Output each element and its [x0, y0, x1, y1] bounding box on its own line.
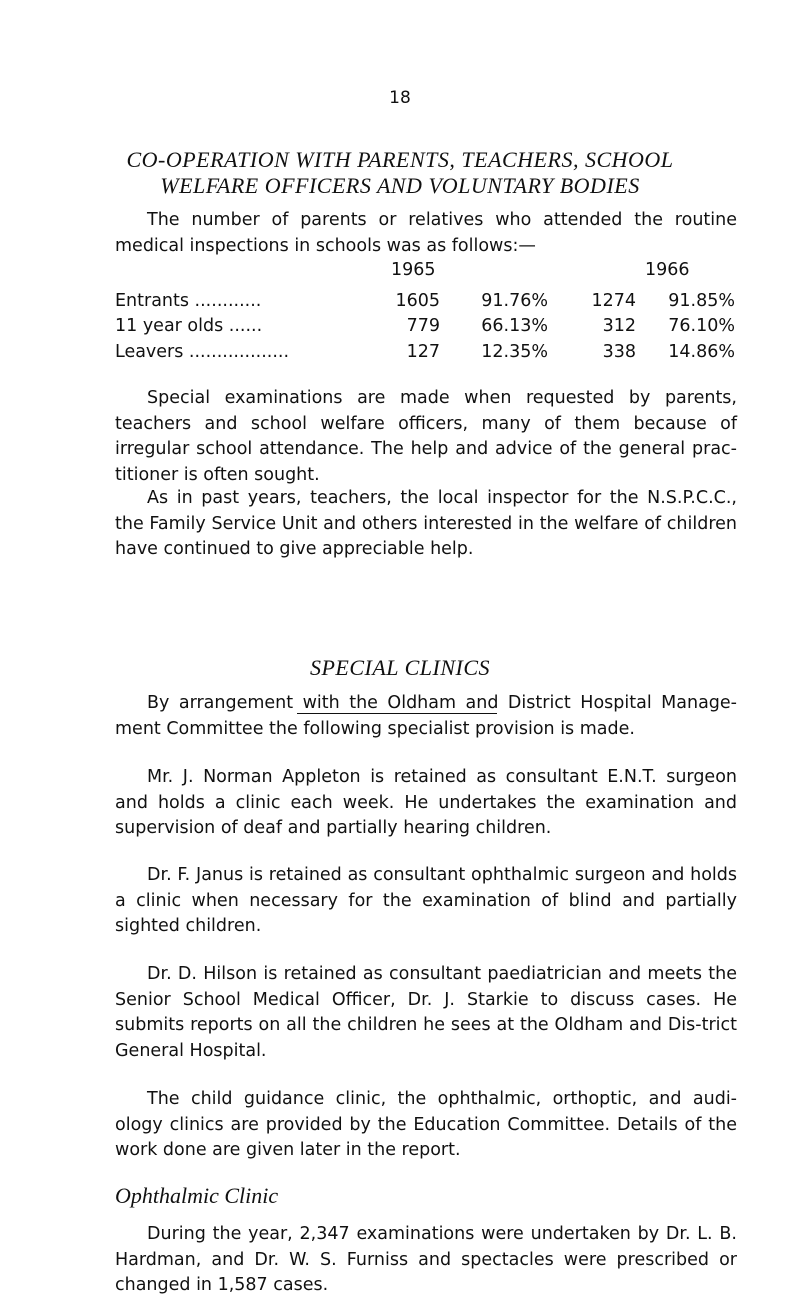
count-1965: 1605	[395, 291, 440, 311]
count-1966: 1274	[591, 291, 636, 311]
special-clinics-heading: SPECIAL CLINICS	[309, 655, 491, 680]
percent-1966: 91.85%	[668, 291, 735, 311]
ophthalmic-clinic-heading: Ophthalmic Clinic	[115, 1183, 279, 1208]
past-years-paragraph: As in past years, teachers, the local inspector for the N.S.P.C.C., the Family Service Unit and others interested in the welfare of children have continued to give appreciable help.	[115, 488, 737, 559]
row-label: Entrants ............	[115, 291, 262, 311]
clinics-paragraph-4: Dr. D. Hilson is retained as consultant paediatrician and meets the Senior School Medical Officer, Dr. J. Starkie to discuss cases. He submits reports on all the children he sees at the Oldham and Dis-trict General Hospital.	[115, 964, 737, 1061]
row-label: 11 year olds ......	[115, 316, 263, 336]
intro-paragraph: The number of parents or relatives who attended the routine medical inspections in schools was as follows:—	[115, 210, 737, 256]
percent-1965: 12.35%	[481, 342, 548, 362]
year-header-1965: 1965	[391, 260, 436, 280]
percent-1965: 66.13%	[481, 316, 548, 336]
count-1966: 312	[602, 316, 636, 336]
ophthalmic-paragraph: During the year, 2,347 examinations were undertaken by Dr. L. B. Hardman, and Dr. W. S. Furniss and spectacles were prescribed or changed in 1,587 cases.	[115, 1224, 737, 1295]
section-heading-line-2: WELFARE OFFICERS AND VOLUNTARY BODIES	[160, 173, 640, 198]
clinics-paragraph-5: The child guidance clinic, the ophthalmic, orthoptic, and audi-ology clinics are provided by the Education Committee. Details of the work done are given later in the report.	[115, 1089, 737, 1160]
count-1965: 127	[406, 342, 440, 362]
year-header-1966: 1966	[645, 260, 690, 280]
count-1965: 779	[406, 316, 440, 336]
clinics-paragraph-2: Mr. J. Norman Appleton is retained as consultant E.N.T. surgeon and holds a clinic each week. He undertakes the examination and supervision of deaf and partially hearing children.	[115, 767, 737, 838]
percent-1966: 14.86%	[668, 342, 735, 362]
section-heading-line-1: CO-OPERATION WITH PARENTS, TEACHERS, SCHOOL	[126, 147, 674, 172]
row-label: Leavers ..................	[115, 342, 290, 362]
page-number: 18	[389, 88, 411, 108]
special-exams-paragraph: Special examinations are made when requested by parents, teachers and school welfare officers, many of them because of irregular school attendance. The help and advice of the general prac-titioner is often sought.	[115, 388, 737, 485]
percent-1965: 91.76%	[481, 291, 548, 311]
clinics-paragraph-1: By arrangement with the Oldham and District Hospital Manage-ment Committee the following specialist provision is made.	[115, 693, 737, 739]
clinics-paragraph-3: Dr. F. Janus is retained as consultant ophthalmic surgeon and holds a clinic when necessary for the examination of blind and partially sighted children.	[115, 865, 737, 936]
percent-1966: 76.10%	[668, 316, 735, 336]
count-1966: 338	[602, 342, 636, 362]
